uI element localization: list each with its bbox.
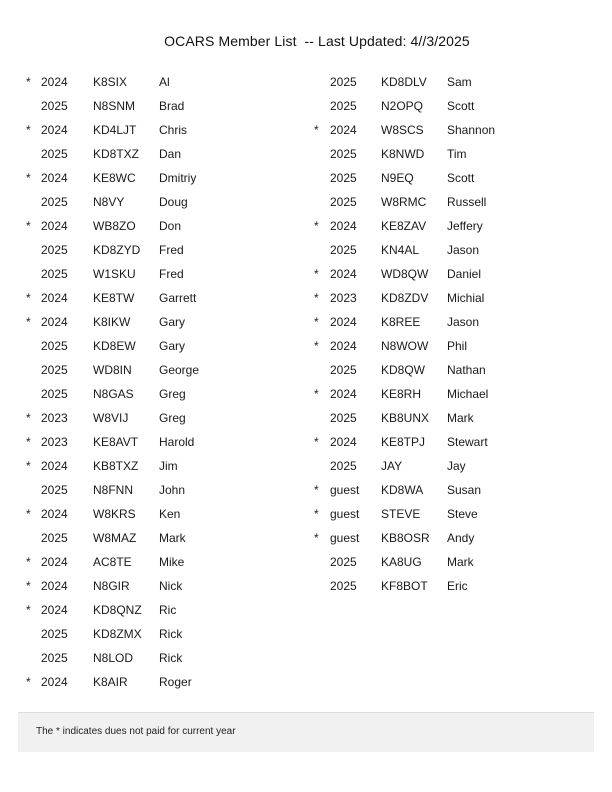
member-name: Mike [159,555,185,569]
member-name: Scott [447,171,475,185]
member-name: Dmitriy [159,171,197,185]
member-callsign: N8LOD [93,651,134,665]
dues-unpaid-marker: * [314,435,319,449]
member-year: 2024 [41,459,68,473]
member-name: Mark [159,531,186,545]
member-name: Tim [447,147,467,161]
member-year: 2025 [330,459,357,473]
member-name: Jeffery [447,219,483,233]
member-callsign: KA8UG [381,555,422,569]
member-callsign: WB8ZO [93,219,136,233]
dues-unpaid-marker: * [314,507,319,521]
member-year: 2025 [41,651,68,665]
member-year: 2024 [330,435,357,449]
member-callsign: KD8WA [381,483,424,497]
member-year: 2025 [330,411,357,425]
member-callsign: WD8QW [381,267,429,281]
member-callsign: KE8TW [93,291,135,305]
member-callsign: K8SIX [93,75,128,89]
member-name: Doug [159,195,188,209]
dues-unpaid-marker: * [26,579,31,593]
member-callsign: W8KRS [93,507,136,521]
member-year: 2025 [41,627,68,641]
member-name: Daniel [447,267,482,281]
member-year: 2025 [41,267,68,281]
member-year: 2025 [330,243,357,257]
member-name: Fred [159,267,184,281]
dues-unpaid-marker: * [26,123,31,137]
member-year: 2025 [41,339,68,353]
member-name: Brad [159,99,185,113]
member-name: Scott [447,99,475,113]
member-callsign: KD8QNZ [93,603,142,617]
member-year: 2025 [41,483,68,497]
member-callsign: K8REE [381,315,421,329]
dues-unpaid-marker: * [314,387,319,401]
member-year: 2023 [330,291,357,305]
member-year: 2025 [330,99,357,113]
member-year: 2024 [41,123,68,137]
member-name: Ken [159,507,181,521]
member-year: 2024 [330,123,357,137]
member-callsign: N8VY [93,195,125,209]
dues-footnote: The * indicates dues not paid for current year [36,726,236,737]
member-callsign: KD4LJT [93,123,137,137]
member-callsign: WD8IN [93,363,132,377]
member-name: Dan [159,147,182,161]
member-name: Nathan [447,363,486,377]
member-callsign: KN4AL [381,243,420,257]
member-name: Mark [447,555,474,569]
member-name: Shannon [447,123,496,137]
member-year: 2024 [41,291,68,305]
member-year: 2025 [41,363,68,377]
dues-unpaid-marker: * [314,219,319,233]
member-year: 2024 [330,315,357,329]
dues-unpaid-marker: * [26,507,31,521]
member-callsign: N2OPQ [381,99,424,113]
member-year: 2025 [330,579,357,593]
dues-unpaid-marker: * [26,75,31,89]
member-callsign: KE8RH [381,387,422,401]
member-name: Sam [447,75,472,89]
dues-unpaid-marker: * [314,339,319,353]
dues-unpaid-marker: * [26,555,31,569]
member-name: Susan [447,483,482,497]
member-name: Ric [159,603,177,617]
member-name: Rick [159,651,183,665]
dues-unpaid-marker: * [26,411,31,425]
member-name: Gary [159,339,186,353]
member-name: Russell [447,195,487,209]
dues-unpaid-marker: * [26,435,31,449]
member-year: 2025 [41,387,68,401]
member-callsign: KD8EW [93,339,136,353]
member-name: Harold [159,435,195,449]
dues-unpaid-marker: * [26,603,31,617]
member-year: 2025 [330,147,357,161]
member-year: 2025 [41,99,68,113]
dues-unpaid-marker: * [314,531,319,545]
member-callsign: KE8TPJ [381,435,426,449]
member-year: 2023 [41,411,68,425]
member-name: Mark [447,411,474,425]
member-name: Jim [159,459,178,473]
member-name: Chris [159,123,188,137]
member-callsign: N8GAS [93,387,134,401]
member-name: Eric [447,579,468,593]
member-year: 2024 [41,507,68,521]
member-year: 2024 [41,675,68,689]
member-name: Stewart [447,435,488,449]
member-name: Garrett [159,291,197,305]
member-callsign: KB8OSR [381,531,430,545]
dues-unpaid-marker: * [26,171,31,185]
member-callsign: KB8TXZ [93,459,139,473]
member-name: Fred [159,243,184,257]
member-year: 2024 [41,315,68,329]
member-callsign: W1SKU [93,267,136,281]
member-year: guest [330,531,360,545]
member-year: 2025 [330,555,357,569]
member-year: guest [330,483,360,497]
page-title: OCARS Member List -- Last Updated: 4//3/2025 [164,33,470,49]
member-callsign: KF8BOT [381,579,428,593]
member-callsign: KD8ZYD [93,243,141,257]
member-name: Jay [447,459,466,473]
member-name: Michael [447,387,489,401]
dues-unpaid-marker: * [314,483,319,497]
member-year: 2025 [41,147,68,161]
member-callsign: KD8DLV [381,75,427,89]
member-callsign: N9EQ [381,171,414,185]
member-year: 2024 [330,339,357,353]
member-callsign: AC8TE [93,555,132,569]
member-year: 2024 [41,579,68,593]
dues-unpaid-marker: * [314,291,319,305]
dues-unpaid-marker: * [26,219,31,233]
member-callsign: K8NWD [381,147,425,161]
member-year: 2024 [41,603,68,617]
member-callsign: KB8UNX [381,411,430,425]
member-callsign: KD8TXZ [93,147,140,161]
member-name: John [159,483,186,497]
member-year: 2025 [41,531,68,545]
member-callsign: W8SCS [381,123,424,137]
dues-unpaid-marker: * [26,675,31,689]
member-name: Al [159,75,170,89]
member-callsign: N8FNN [93,483,134,497]
member-name: Greg [159,411,186,425]
member-year: 2024 [330,387,357,401]
member-year: 2024 [330,219,357,233]
member-callsign: JAY [381,459,403,473]
member-year: 2023 [41,435,68,449]
footer-note-bar [18,712,594,752]
member-year: 2024 [41,171,68,185]
member-callsign: KD8ZMX [93,627,142,641]
member-year: guest [330,507,360,521]
member-year: 2024 [41,555,68,569]
member-year: 2025 [41,243,68,257]
dues-unpaid-marker: * [314,315,319,329]
member-name: Rick [159,627,183,641]
member-callsign: W8RMC [381,195,427,209]
dues-unpaid-marker: * [314,123,319,137]
member-name: Michial [447,291,485,305]
member-year: 2024 [41,75,68,89]
member-callsign: KD8ZDV [381,291,429,305]
member-name: Nick [159,579,183,593]
member-year: 2025 [41,195,68,209]
member-callsign: STEVE [381,507,421,521]
dues-unpaid-marker: * [26,459,31,473]
member-callsign: KE8ZAV [381,219,427,233]
member-year: 2025 [330,75,357,89]
member-callsign: N8GIR [93,579,130,593]
member-name: Andy [447,531,475,545]
member-name: Jason [447,243,480,257]
member-name: Jason [447,315,480,329]
member-name: Don [159,219,182,233]
member-year: 2024 [330,267,357,281]
member-year: 2025 [330,171,357,185]
member-year: 2025 [330,195,357,209]
member-name: Phil [447,339,468,353]
member-callsign: KD8QW [381,363,426,377]
member-callsign: KE8AVT [93,435,139,449]
member-year: 2025 [330,363,357,377]
dues-unpaid-marker: * [26,315,31,329]
member-callsign: W8MAZ [93,531,137,545]
member-callsign: K8AIR [93,675,128,689]
member-name: Greg [159,387,186,401]
dues-unpaid-marker: * [314,267,319,281]
member-callsign: N8SNM [93,99,136,113]
member-year: 2024 [41,219,68,233]
member-callsign: KE8WC [93,171,136,185]
member-name: Gary [159,315,186,329]
dues-unpaid-marker: * [26,291,31,305]
member-callsign: N8WOW [381,339,429,353]
member-callsign: K8IKW [93,315,131,329]
member-callsign: W8VIJ [93,411,129,425]
member-name: George [159,363,200,377]
member-name: Steve [447,507,478,521]
member-name: Roger [159,675,192,689]
